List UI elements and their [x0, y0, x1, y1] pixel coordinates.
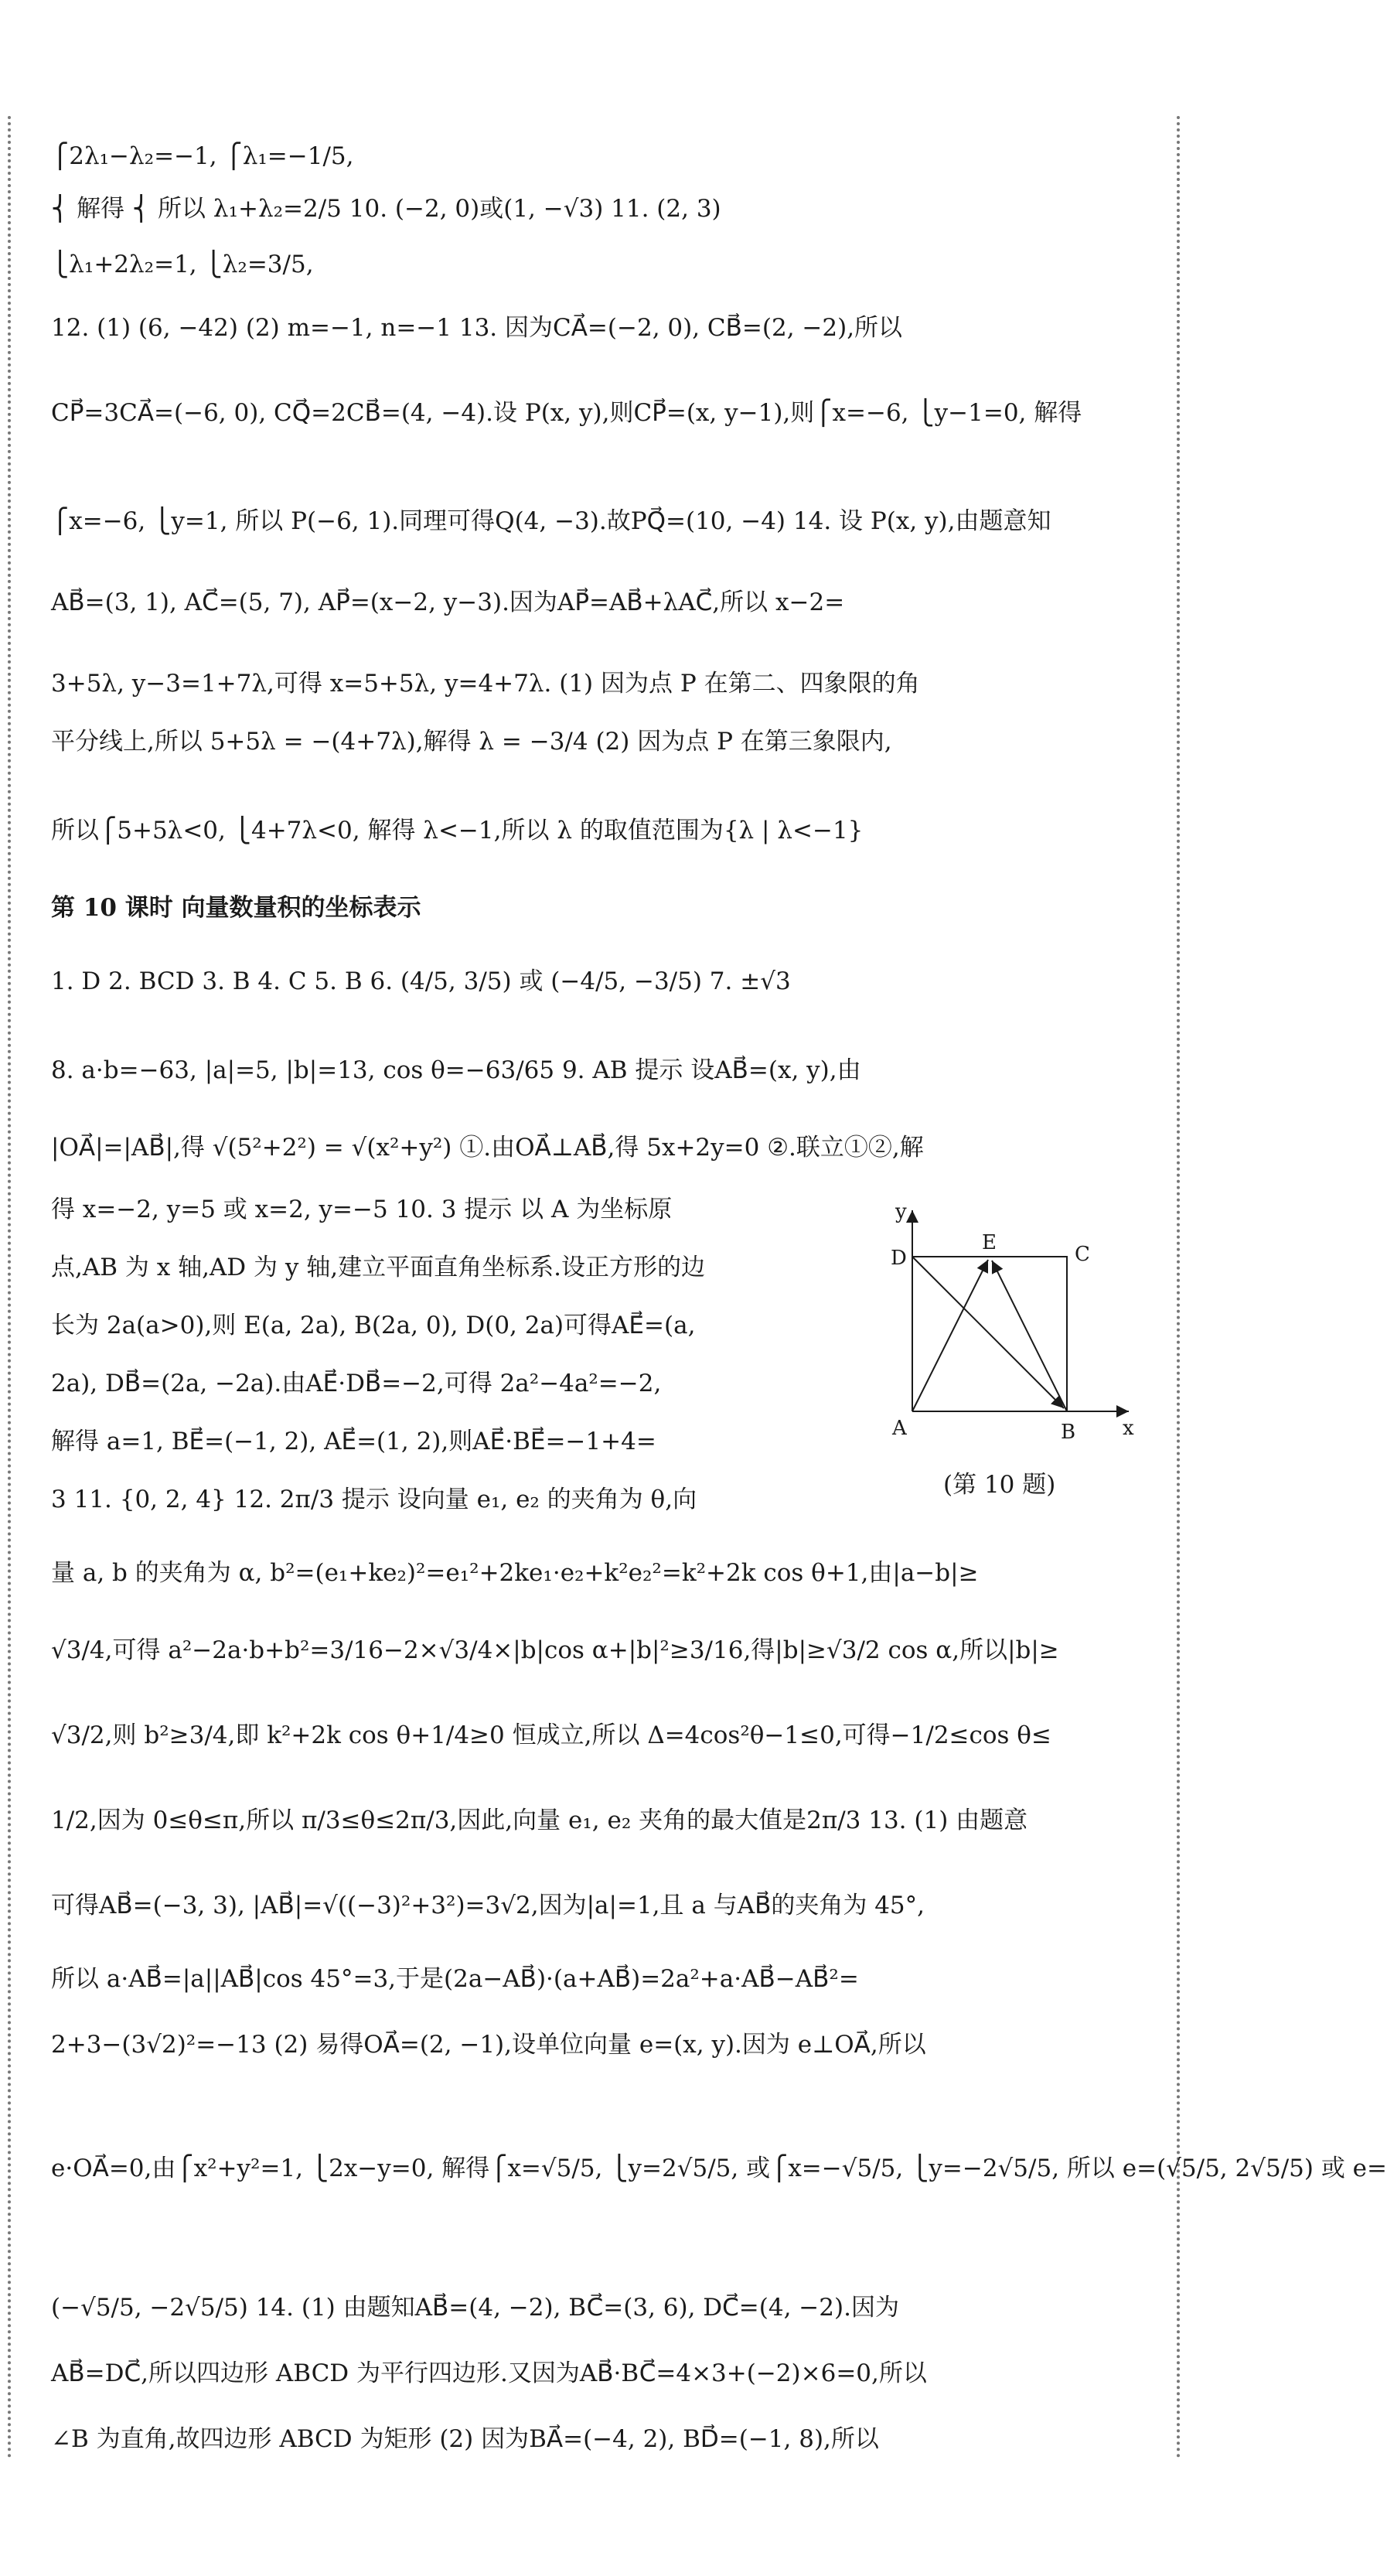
label-C: C [1075, 1243, 1090, 1266]
label-B: B [1061, 1421, 1076, 1444]
text-line: 3 11. {0, 2, 4} 12. 2π/3 提示 设向量 e₁, e₂ 的夹角为 θ,向 [51, 1486, 697, 1513]
label-D: D [891, 1247, 907, 1270]
text-line: 2+3−(3√2)²=−13 (2) 易得OA⃗=(2, −1),设单位向量 e=(x, y).因为 e⊥OA⃗,所以 [51, 2031, 926, 2059]
text-line: ∠B 为直角,故四边形 ABCD 为矩形 (2) 因为BA⃗=(−4, 2), BD⃗=(−1, 8),所以 [51, 2425, 879, 2453]
figure-caption: (第 10 题) [943, 1471, 1056, 1499]
text-line: CP⃗=3CA⃗=(−6, 0), CQ⃗=2CB⃗=(4, −4).设 P(x, y),则CP⃗=(x, y−1),则⎧x=−6, ⎩y−1=0, 解得 [51, 399, 1082, 427]
text-line: 平分线上,所以 5+5λ = −(4+7λ),解得 λ = −3/4 (2) 因为点 P 在第三象限内, [51, 728, 892, 756]
answer-line: 1. D 2. BCD 3. B 4. C 5. B 6. (4/5, 3/5) 或 (−4/5, −3/5) 7. ±√3 [51, 967, 791, 995]
text-line: √3/2,则 b²≥3/4,即 k²+2k cos θ+1/4≥0 恒成立,所以 Δ=4cos²θ−1≤0,可得−1/2≤cos θ≤ [51, 1721, 1051, 1749]
text-line: (−√5/5, −2√5/5) 14. (1) 由题知AB⃗=(4, −2), BC⃗=(3, 6), DC⃗=(4, −2).因为 [51, 2294, 899, 2322]
text-line: 3+5λ, y−3=1+7λ,可得 x=5+5λ, y=4+7λ. (1) 因为点 P 在第二、四象限的角 [51, 670, 920, 698]
text-line: 12. (1) (6, −42) (2) m=−1, n=−1 13. 因为CA⃗=(−2, 0), CB⃗=(2, −2),所以 [51, 314, 903, 342]
left-dotted-border [8, 116, 11, 2460]
text-line: √3/4,可得 a²−2a·b+b²=3/16−2×√3/4×|b|cos α+|b|²≥3/16,得|b|≥√3/2 cos α,所以|b|≥ [51, 1636, 1059, 1664]
text-line: e·OA⃗=0,由⎧x²+y²=1, ⎩2x−y=0, 解得⎧x=√5/5, ⎩y=2√5/5, 或⎧x=−√5/5, ⎩y=−2√5/5, 所以 e=(√5/5, 2√5/5) 或 e= [51, 2155, 1387, 2182]
vector-BE [992, 1261, 1067, 1411]
label-y: y [895, 1200, 907, 1223]
text-line: 2a), DB⃗=(2a, −2a).由AE⃗·DB⃗=−2,可得 2a²−4a²=−2, [51, 1370, 662, 1397]
text-line: 量 a, b 的夹角为 α, b²=(e₁+ke₂)²=e₁²+2ke₁·e₂+k²e₂²=k²+2k cos θ+1,由|a−b|≥ [51, 1559, 979, 1587]
text-line: ⎨ 解得 ⎨ 所以 λ₁+λ₂=2/5 10. (−2, 0)或(1, −√3) 11. (2, 3) [51, 195, 721, 223]
text-line: 8. a·b=−63, |a|=5, |b|=13, cos θ=−63/65 9. AB 提示 设AB⃗=(x, y),由 [51, 1056, 861, 1084]
text-line: ⎩λ₁+2λ₂=1, ⎩λ₂=3/5, [51, 251, 314, 278]
text-line: 所以 a·AB⃗=|a||AB⃗|cos 45°=3,于是(2a−AB⃗)·(a+AB⃗)=2a²+a·AB⃗−AB⃗²= [51, 1965, 859, 1993]
right-dotted-border [1177, 116, 1180, 2460]
text-line: 解得 a=1, BE⃗=(−1, 2), AE⃗=(1, 2),则AE⃗·BE⃗=−1+4= [51, 1428, 656, 1455]
vector-DB [912, 1257, 1064, 1408]
text-line: 所以⎧5+5λ<0, ⎩4+7λ<0, 解得 λ<−1,所以 λ 的取值范围为{λ | λ<−1} [51, 817, 864, 844]
label-A: A [892, 1417, 907, 1440]
text-line: AB⃗=(3, 1), AC⃗=(5, 7), AP⃗=(x−2, y−3).因为AP⃗=AB⃗+λAC⃗,所以 x−2= [51, 589, 845, 616]
text-line: 得 x=−2, y=5 或 x=2, y=−5 10. 3 提示 以 A 为坐标原 [51, 1196, 673, 1223]
text-line: ⎧x=−6, ⎩y=1, 所以 P(−6, 1).同理可得Q(4, −3).故PQ⃗=(10, −4) 14. 设 P(x, y),由题意知 [51, 507, 1051, 535]
text-line: 长为 2a(a>0),则 E(a, 2a), B(2a, 0), D(0, 2a)可得AE⃗=(a, [51, 1312, 696, 1339]
square-figure [889, 1200, 1137, 1458]
text-line: ⎧2λ₁−λ₂=−1, ⎧λ₁=−1/5, [51, 142, 354, 170]
text-line: 点,AB 为 x 轴,AD 为 y 轴,建立平面直角坐标系.设正方形的边 [51, 1254, 705, 1281]
text-line: 可得AB⃗=(−3, 3), |AB⃗|=√((−3)²+3²)=3√2,因为|a|=1,且 a 与AB⃗的夹角为 45°, [51, 1892, 925, 1919]
section-heading: 第 10 课时 向量数量积的坐标表示 [51, 894, 421, 922]
text-line: |OA⃗|=|AB⃗|,得 √(5²+2²) = √(x²+y²) ①.由OA⃗⊥AB⃗,得 5x+2y=0 ②.联立①②,解 [51, 1134, 924, 1162]
label-x: x [1123, 1417, 1134, 1440]
vector-AE [912, 1260, 988, 1411]
text-line: 1/2,因为 0≤θ≤π,所以 π/3≤θ≤2π/3,因此,向量 e₁, e₂ 夹角的最大值是2π/3 13. (1) 由题意 [51, 1807, 1028, 1834]
label-E: E [982, 1231, 997, 1254]
text-line: AB⃗=DC⃗,所以四边形 ABCD 为平行四边形.又因为AB⃗·BC⃗=4×3+(−2)×6=0,所以 [51, 2359, 927, 2387]
